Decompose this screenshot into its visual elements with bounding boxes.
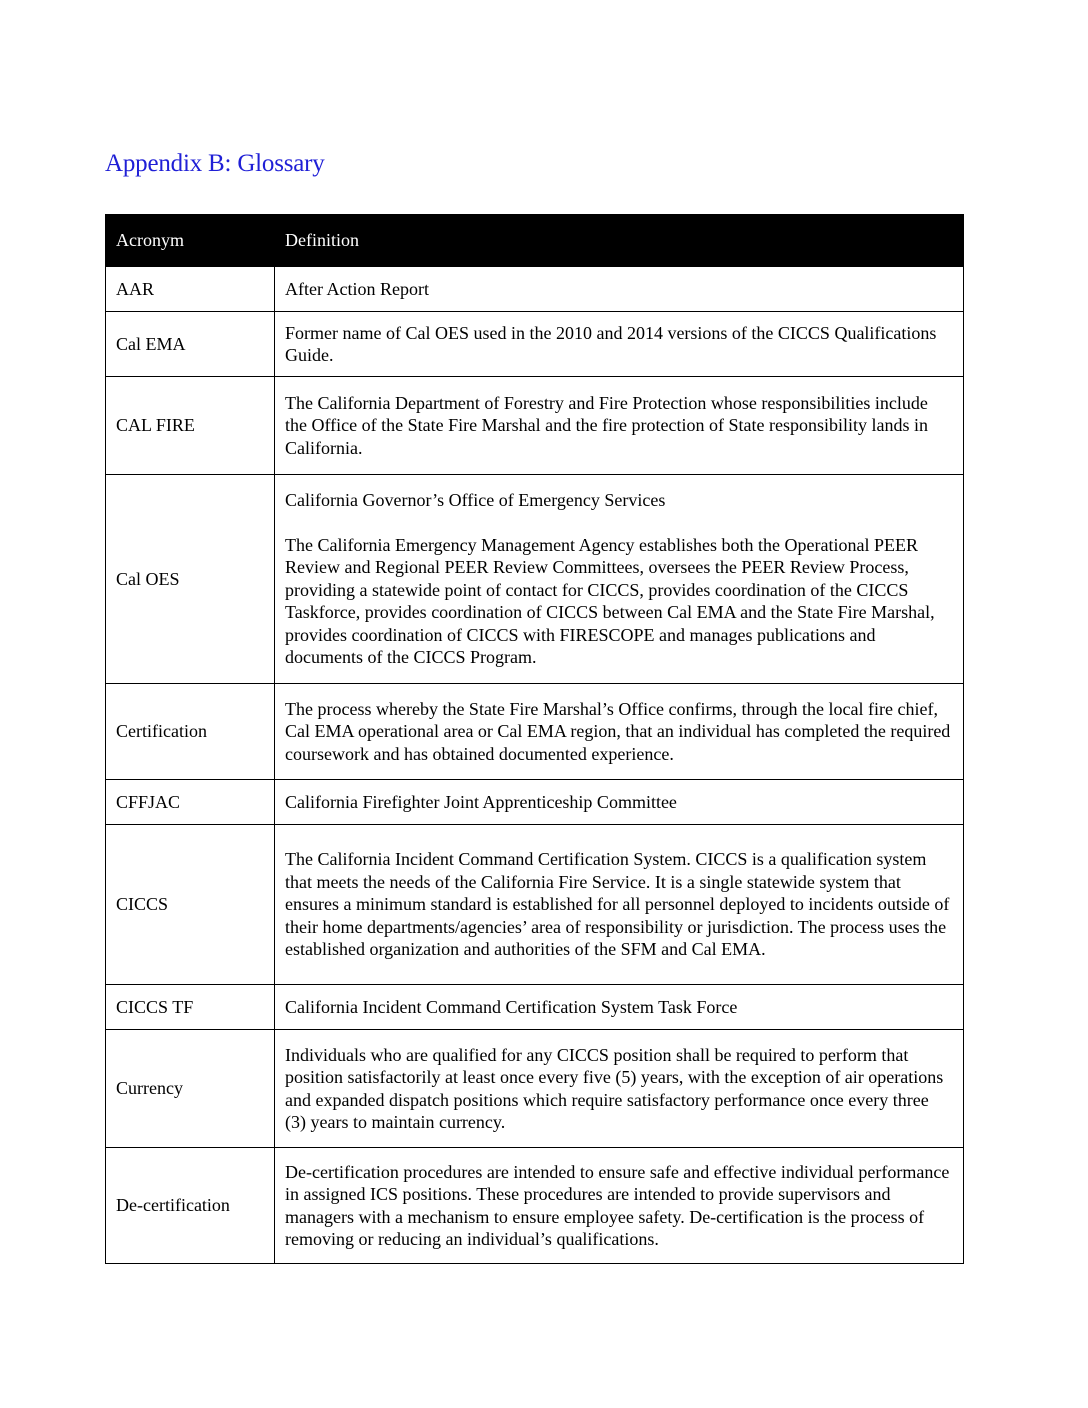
- term-cell: Cal OES: [106, 475, 275, 684]
- table-row: [106, 985, 964, 1030]
- term-cell: CICCS TF: [106, 985, 275, 1030]
- table-row: [106, 1148, 964, 1264]
- definition-text: De-certification procedures are intended to ensure safe and effective individual performance in assigned ICS positions. These procedures are intended to provide supervisors and managers with a mechanism to ensure employee safety. De-certification is the process of removing or reducing an individual’s qualifications.: [285, 1161, 950, 1249]
- definition-text: Former name of Cal OES used in the 2010 and 2014 versions of the CICCS Qualifications Guide.: [285, 322, 937, 365]
- table-row: [106, 684, 964, 780]
- definition-cell: [275, 780, 964, 825]
- table-row: [106, 312, 964, 377]
- definition-text: California Incident Command Certification System Task Force: [285, 996, 738, 1017]
- definition-text: After Action Report: [285, 278, 429, 299]
- definition-cell: [275, 684, 964, 780]
- term-cell: Certification: [106, 684, 275, 780]
- page-title: Appendix B: Glossary: [105, 150, 325, 177]
- definition-text: The process whereby the State Fire Marshal’s Office confirms, through the local fire chief, Cal EMA operational area or Cal EMA region, that an individual has completed the required coursework and has obtained documented experience.: [285, 698, 951, 764]
- table-row: [106, 267, 964, 312]
- table-row: [106, 780, 964, 825]
- glossary-table: [105, 214, 964, 1264]
- header-acronym: Acronym: [106, 215, 275, 267]
- term-cell: AAR: [106, 267, 275, 312]
- definition-text: Individuals who are qualified for any CICCS position shall be required to perform that position satisfactorily at least once every five (5) years, with the exception of air operations and expanded dispatch positions which require satisfactory performance once every three (3) years to maintain currency.: [285, 1044, 944, 1132]
- table-row: [106, 1030, 964, 1148]
- term-cell: CFFJAC: [106, 780, 275, 825]
- definition-cell: [275, 1030, 964, 1148]
- definition-text: The California Incident Command Certification System. CICCS is a qualification system that meets the needs of the California Fire Service. It is a single statewide system that ensures a minimum standard is established for all personnel deployed to incidents outside of their home departments/agencies’ area of responsibility or jurisdiction. The process uses the established organization and authorities of the SFM and Cal EMA.: [285, 849, 950, 960]
- table-row: [106, 475, 964, 684]
- definition-cell: [275, 267, 964, 312]
- definition-text: The California Emergency Management Agency establishes both the Operational PEER Review and Regional PEER Review Committees, oversees the PEER Review Process, providing a statewide point of contact for CICCS, provides coordination of the CICCS Taskforce, provides coordination of CICCS between Cal EMA and the State Fire Marshal, provides coordination of CICCS with FIRESCOPE and manages publications and documents of the CICCS Program.: [285, 534, 935, 668]
- term-cell: Cal EMA: [106, 312, 275, 377]
- glossary-body: [106, 267, 964, 1264]
- term-cell: Currency: [106, 1030, 275, 1148]
- definition-cell: [275, 475, 964, 684]
- term-cell: De-certification: [106, 1148, 275, 1264]
- table-row: [106, 825, 964, 985]
- table-header-row: [106, 215, 964, 267]
- definition-cell: [275, 985, 964, 1030]
- header-definition: Definition: [275, 215, 964, 267]
- definition-cell: [275, 825, 964, 985]
- definition-text: The California Department of Forestry and Fire Protection whose responsibilities include the Office of the State Fire Marshal and the fire protection of State responsibility lands in California.: [285, 392, 928, 458]
- definition-cell: [275, 1148, 964, 1264]
- definition-text: California Firefighter Joint Apprenticeship Committee: [285, 791, 677, 812]
- definition-text: California Governor’s Office of Emergency Services: [285, 490, 666, 511]
- term-cell: CAL FIRE: [106, 377, 275, 475]
- term-cell: CICCS: [106, 825, 275, 985]
- table-row: [106, 377, 964, 475]
- definition-cell: [275, 377, 964, 475]
- definition-cell: [275, 312, 964, 377]
